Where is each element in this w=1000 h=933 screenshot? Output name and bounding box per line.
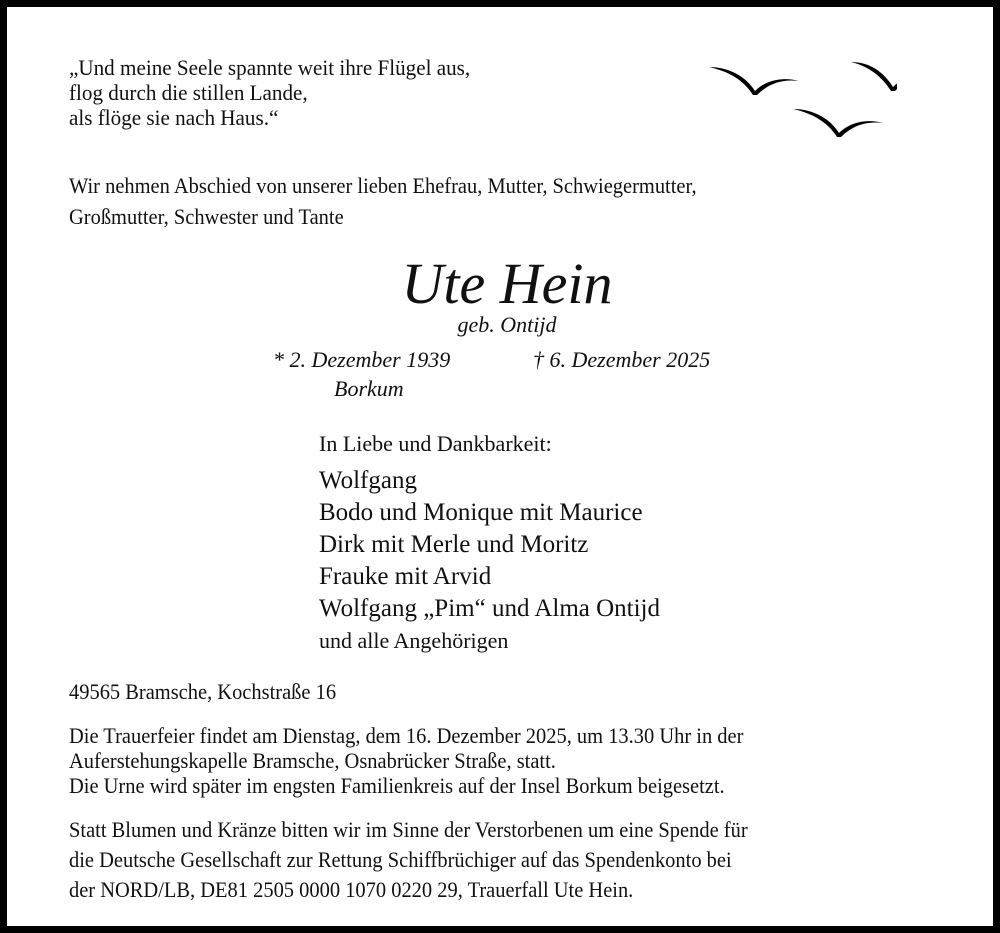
poem-line: „Und meine Seele spannte weit ihre Flügel aus, (69, 55, 471, 80)
mourner-name: Dirk mit Merle und Moritz (319, 531, 589, 558)
maiden-name: geb. Ontijd (457, 312, 557, 337)
death-date: † 6. Dezember 2025 (533, 347, 711, 372)
mourner-name: Wolfgang „Pim“ und Alma Ontijd (319, 595, 661, 622)
mourners-closing: und alle Angehörigen (319, 628, 509, 653)
donation-line: die Deutsche Gesellschaft zur Rettung Schiffbrüchiger auf das Spendenkonto bei (69, 847, 732, 872)
poem-line: flog durch die stillen Lande, (69, 80, 308, 105)
donation-line: Statt Blumen und Kränze bitten wir im Sinne der Verstorbenen um eine Spende für (69, 817, 748, 842)
mourners-heading: In Liebe und Dankbarkeit: (319, 431, 552, 456)
deceased-name: Ute Hein (401, 251, 613, 316)
donation-info (69, 817, 799, 907)
birth-date: * 2. Dezember 1939 (273, 347, 451, 372)
seagulls-icon (697, 47, 897, 147)
mourner-name: Wolfgang (319, 467, 417, 494)
poem-line: als flöge sie nach Haus.“ (69, 105, 279, 130)
intro-text (69, 173, 744, 235)
service-line: Die Trauerfeier findet am Dienstag, dem 16. Dezember 2025, um 13.30 Uhr in der (69, 723, 744, 748)
funeral-service-info (69, 723, 794, 798)
family-address (69, 679, 356, 704)
intro-line: Wir nehmen Abschied von unserer lieben Ehefrau, Mutter, Schwiegermutter, (69, 173, 697, 198)
service-line: Auferstehungskapelle Bramsche, Osnabrücker Straße, statt. (69, 748, 556, 773)
mourner-name: Frauke mit Arvid (319, 563, 492, 590)
intro-line: Großmutter, Schwester und Tante (69, 204, 344, 229)
service-line: Die Urne wird später im engsten Familienkreis auf der Insel Borkum beigesetzt. (69, 773, 725, 798)
mourners-list (319, 466, 660, 658)
poem-quote (69, 55, 487, 130)
birthplace: Borkum (334, 376, 404, 401)
address-text: 49565 Bramsche, Kochstraße 16 (69, 679, 337, 704)
mourner-name: Bodo und Monique mit Maurice (319, 499, 643, 526)
donation-line: der NORD/LB, DE81 2505 0000 1070 0220 29, Trauerfall Ute Hein. (69, 877, 634, 902)
